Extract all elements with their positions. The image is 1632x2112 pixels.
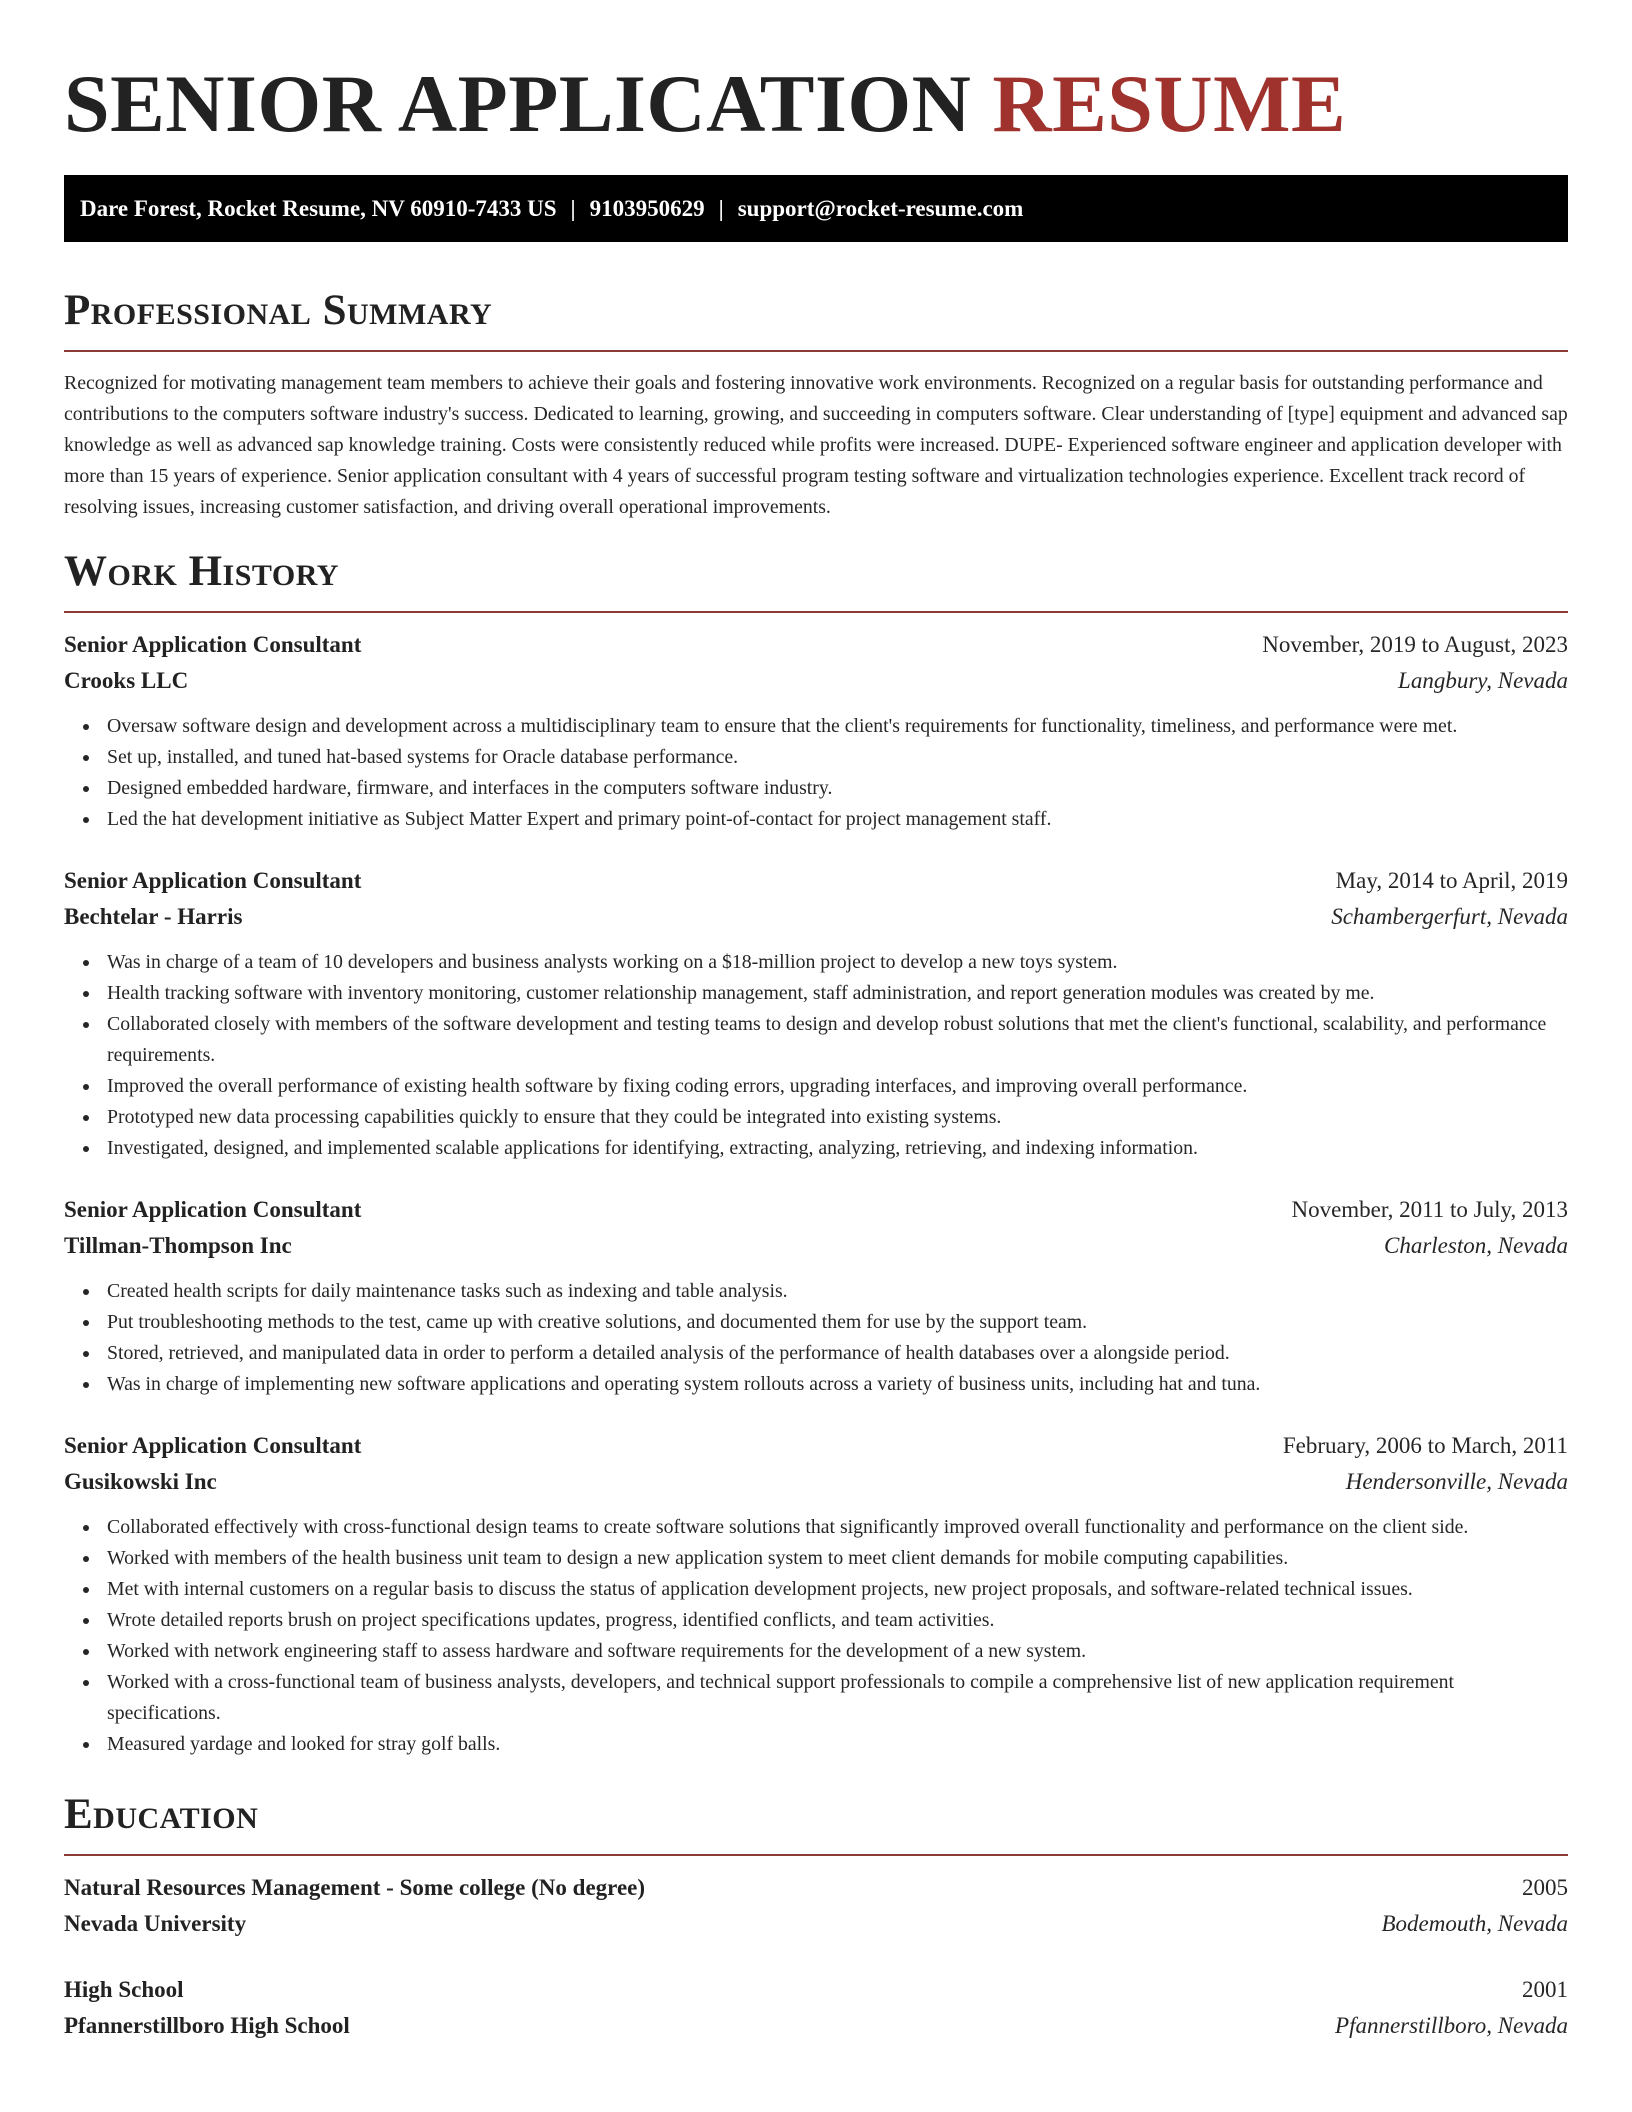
job-company: Tillman-Thompson Inc (64, 1233, 292, 1258)
job-bullet: Collaborated effectively with cross-functional design teams to create software solutions that significantly improved overall functionality and performance on the client side. (107, 1512, 1568, 1543)
job-bullet: Was in charge of a team of 10 developers and business analysts working on a $18-million project to develop a new toys system. (107, 947, 1568, 978)
job-bullet: Designed embedded hardware, firmware, and interfaces in the computers software industry. (107, 773, 1568, 804)
section-heading-summary: Professional Summary (64, 287, 493, 334)
title-accent: RESUME (992, 58, 1347, 149)
summary-section (64, 286, 1568, 523)
contact-separator: | (570, 196, 576, 221)
job-entry (64, 863, 1568, 1164)
section-divider (64, 611, 1568, 613)
job-bullet-list (64, 711, 1568, 835)
job-bullet: Stored, retrieved, and manipulated data in order to perform a detailed analysis of the performance of health databases over a alongside period. (107, 1338, 1568, 1369)
education-school-row (64, 2008, 1568, 2044)
job-location: Charleston, Nevada (1384, 1233, 1568, 1258)
contact-address: Dare Forest, Rocket Resume, NV 60910-7433 US (80, 196, 557, 221)
education-year: 2001 (1522, 1977, 1568, 2002)
education-entry (64, 1870, 1568, 1942)
contact-bar (64, 175, 1568, 242)
summary-text: Recognized for motivating management team members to achieve their goals and fostering innovative work environments. Recognized on a regular basis for outstanding performance and contributions to the computers software industry's success. Dedicated to learning, growing, and succeeding in computers software. Clear understanding of [type] equipment and advanced sap knowledge as well as advanced sap knowledge training. Costs were consistently reduced while profits were increased. DUPE- Experienced software engineer and application developer with more than 15 years of experience. Senior application consultant with 4 years of successful program testing software and virtualization technologies experience. Excellent track record of resolving issues, increasing customer satisfaction, and driving overall operational improvements. (64, 372, 1568, 518)
resume-title (64, 0, 1568, 150)
job-title: Senior Application Consultant (64, 868, 362, 893)
job-company: Bechtelar - Harris (64, 904, 243, 929)
education-school: Pfannerstillboro High School (64, 2013, 350, 2038)
job-location: Langbury, Nevada (1398, 668, 1568, 693)
job-company-row (64, 663, 1568, 699)
job-header-row (64, 627, 1568, 663)
section-heading-education: Education (64, 1791, 259, 1838)
contact-email: support@rocket-resume.com (737, 196, 1024, 221)
job-entry (64, 1192, 1568, 1400)
job-bullet: Put troubleshooting methods to the test, came up with creative solutions, and documented them for use by the support team. (107, 1307, 1568, 1338)
contact-separator: | (718, 196, 724, 221)
job-company-row (64, 1464, 1568, 1500)
education-section (64, 1790, 1568, 2044)
education-header-row (64, 1870, 1568, 1906)
job-header-row (64, 863, 1568, 899)
job-company-row (64, 1228, 1568, 1264)
job-bullet: Led the hat development initiative as Subject Matter Expert and primary point-of-contact for project management staff. (107, 804, 1568, 835)
job-bullet-list (64, 1512, 1568, 1760)
job-bullet: Collaborated closely with members of the software development and testing teams to design and develop robust solutions that met the client's functional, scalability, and performance requirements. (107, 1009, 1568, 1071)
job-dates: November, 2011 to July, 2013 (1291, 1197, 1568, 1222)
section-divider (64, 1854, 1568, 1856)
job-bullet: Measured yardage and looked for stray golf balls. (107, 1729, 1568, 1760)
job-header-row (64, 1192, 1568, 1228)
job-bullet: Improved the overall performance of existing health software by fixing coding errors, upgrading interfaces, and improving overall performance. (107, 1071, 1568, 1102)
job-company: Gusikowski Inc (64, 1469, 217, 1494)
education-header-row (64, 1972, 1568, 2008)
job-bullet: Oversaw software design and development across a multidisciplinary team to ensure that the client's requirements for functionality, timeliness, and performance were met. (107, 711, 1568, 742)
education-degree: Natural Resources Management - Some college (No degree) (64, 1875, 646, 1900)
job-entry (64, 1428, 1568, 1760)
education-location: Bodemouth, Nevada (1381, 1911, 1568, 1936)
job-bullet: Prototyped new data processing capabilities quickly to ensure that they could be integrated into existing systems. (107, 1102, 1568, 1133)
education-year: 2005 (1522, 1875, 1568, 1900)
job-bullet: Worked with a cross-functional team of business analysts, developers, and technical support professionals to compile a comprehensive list of new application requirement specifications. (107, 1667, 1568, 1729)
title-main: SENIOR APPLICATION (64, 58, 972, 149)
job-company: Crooks LLC (64, 668, 189, 693)
job-bullet: Set up, installed, and tuned hat-based systems for Oracle database performance. (107, 742, 1568, 773)
job-dates: May, 2014 to April, 2019 (1335, 868, 1568, 893)
job-bullet: Was in charge of implementing new software applications and operating system rollouts across a variety of business units, including hat and tuna. (107, 1369, 1568, 1400)
education-entry (64, 1972, 1568, 2044)
job-bullet: Met with internal customers on a regular basis to discuss the status of application development projects, new project proposals, and software-related technical issues. (107, 1574, 1568, 1605)
education-location: Pfannerstillboro, Nevada (1335, 2013, 1568, 2038)
work-history-section (64, 547, 1568, 1760)
job-bullet-list (64, 1276, 1568, 1400)
job-dates: November, 2019 to August, 2023 (1262, 632, 1568, 657)
job-header-row (64, 1428, 1568, 1464)
contact-phone: 9103950629 (589, 196, 705, 221)
job-title: Senior Application Consultant (64, 1433, 362, 1458)
job-location: Schambergerfurt, Nevada (1331, 904, 1568, 929)
job-bullet: Worked with members of the health business unit team to design a new application system to meet client demands for mobile computing capabilities. (107, 1543, 1568, 1574)
job-bullet: Created health scripts for daily maintenance tasks such as indexing and table analysis. (107, 1276, 1568, 1307)
job-title: Senior Application Consultant (64, 1197, 362, 1222)
job-company-row (64, 899, 1568, 935)
job-bullet: Investigated, designed, and implemented scalable applications for identifying, extracting, analyzing, retrieving, and indexing information. (107, 1133, 1568, 1164)
section-divider (64, 350, 1568, 352)
job-bullet: Wrote detailed reports brush on project specifications updates, progress, identified conflicts, and team activities. (107, 1605, 1568, 1636)
job-dates: February, 2006 to March, 2011 (1282, 1433, 1568, 1458)
job-title: Senior Application Consultant (64, 632, 362, 657)
section-heading-work-history: Work History (64, 548, 339, 595)
job-entry (64, 627, 1568, 835)
education-school-row (64, 1906, 1568, 1942)
job-bullet-list (64, 947, 1568, 1164)
education-school: Nevada University (64, 1911, 247, 1936)
job-bullet: Worked with network engineering staff to assess hardware and software requirements for the development of a new system. (107, 1636, 1568, 1667)
job-location: Hendersonville, Nevada (1345, 1469, 1568, 1494)
education-degree: High School (64, 1977, 184, 2002)
job-bullet: Health tracking software with inventory monitoring, customer relationship management, staff administration, and report generation modules was created by me. (107, 978, 1568, 1009)
